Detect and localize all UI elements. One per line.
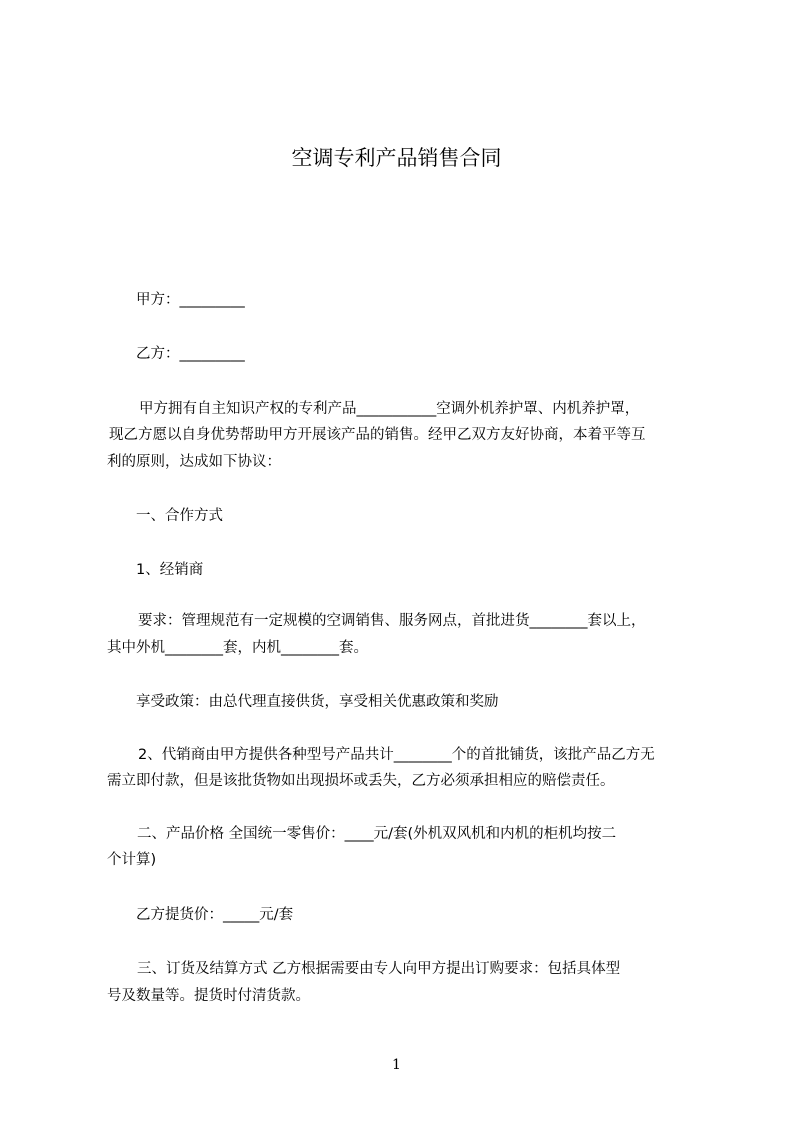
paragraph-line: 利的原则，达成如下协议：: [107, 454, 281, 470]
subsection-heading: 1、经销商: [136, 562, 204, 578]
paragraph-line: 个计算): [107, 852, 157, 868]
paragraph-line: 乙方提货价：_____元/套: [136, 907, 294, 923]
document-title: 空调专利产品销售合同: [291, 146, 502, 170]
paragraph-line: 需立即付款，但是该批货物如出现损坏或丢失，乙方必须承担相应的赔偿责任。: [107, 773, 615, 789]
paragraph-line: 2、代销商由甲方提供各种型号产品共计________个的首批铺货，该批产品乙方无: [138, 747, 655, 763]
paragraph-line: 甲方拥有自主知识产权的专利产品___________空调外机养护罩、内机养护罩，: [139, 401, 640, 417]
paragraph-line: 号及数量等。提货时付清货款。: [107, 988, 310, 1004]
paragraph-line: 现乙方愿以自身优势帮助甲方开展该产品的销售。经甲乙双方友好协商，本着平等互: [109, 427, 646, 443]
party-b-line: 乙方：_________: [136, 346, 245, 362]
section-heading: 一、合作方式: [136, 508, 223, 524]
section-heading: 三、订货及结算方式 乙方根据需要由专人向甲方提出订购要求：包括具体型: [137, 961, 621, 977]
paragraph-line: 要求：管理规范有一定规模的空调销售、服务网点，首批进货________套以上，: [138, 613, 646, 629]
party-a-line: 甲方：_________: [136, 292, 245, 308]
paragraph-line: 其中外机________套，内机________套。: [107, 640, 368, 656]
page-number: 1: [392, 1057, 401, 1073]
paragraph-line: 享受政策：由总代理直接供货，享受相关优惠政策和奖励: [136, 694, 499, 710]
section-heading: 二、产品价格 全国统一零售价：____元/套(外机双风机和内机的柜机均按二: [137, 826, 617, 842]
